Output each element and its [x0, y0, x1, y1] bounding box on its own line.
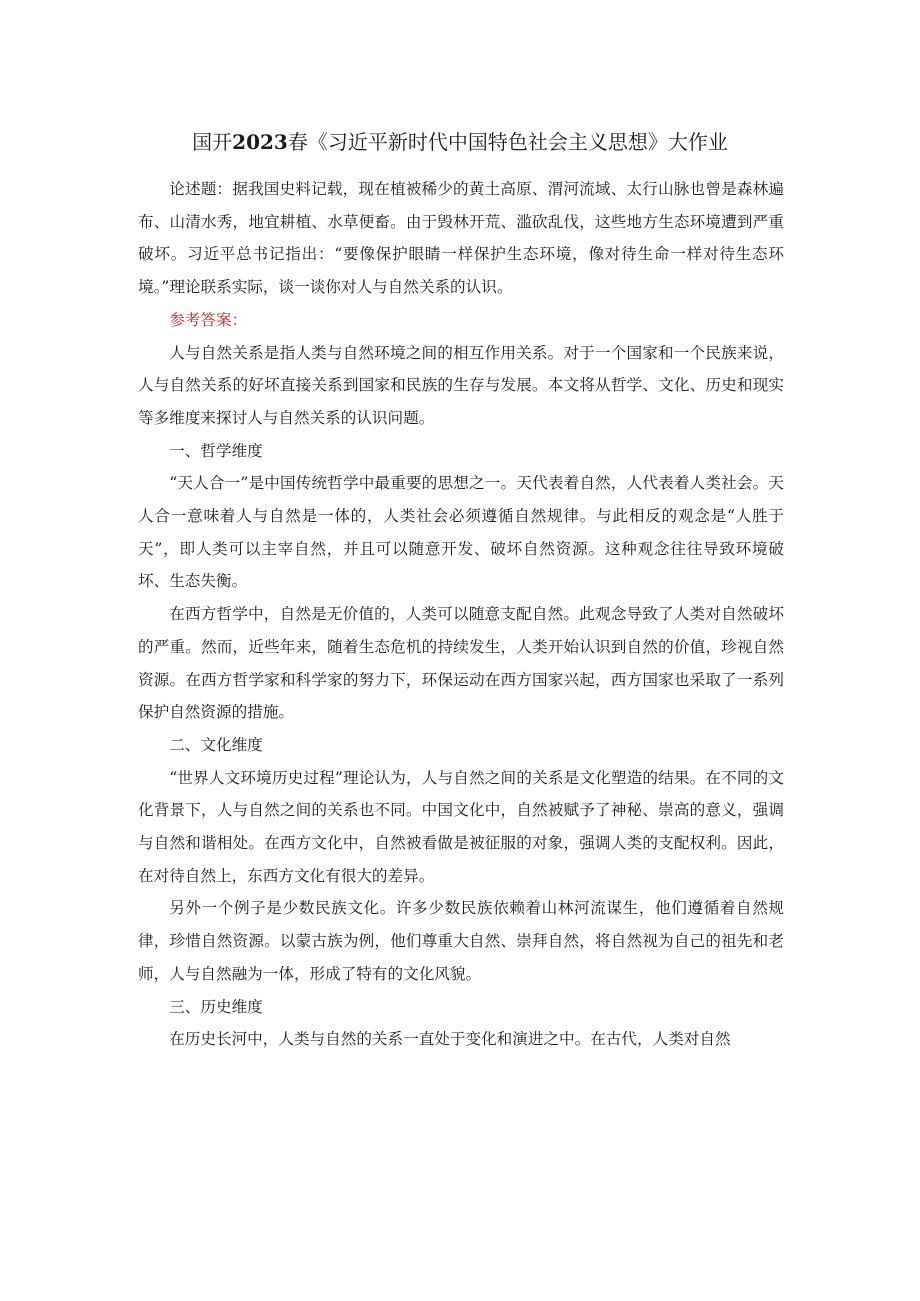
philosophy-paragraph-1: “天人合一”是中国传统哲学中最重要的思想之一。天代表着自然，人代表着人类社会。天人合一意味着人与自然是一体的，人类社会必须遵循自然规律。与此相反的观念是“人胜于天”，即人类可以主宰自然，并且可以随意开发、破坏自然资源。这种观念往往导致环境破坏、生态失衡。	[138, 474, 784, 591]
document-title	[0, 128, 920, 156]
culture-paragraph-1: “世界人文环境历史过程”理论认为，人与自然之间的关系是文化塑造的结果。在不同的文化背景下，人与自然之间的关系也不同。中国文化中，自然被赋予了神秘、崇高的意义，强调与自然和谐相处。在西方文化中，自然被看做是被征服的对象，强调人类的支配权利。因此，在对待自然上，东西方文化有很大的差异。	[138, 768, 784, 885]
title-year: 2023	[232, 130, 288, 154]
philosophy-paragraph-2: 在西方哲学中，自然是无价值的，人类可以随意支配自然。此观念导致了人类对自然破坏的严重。然而，近些年来，随着生态危机的持续发生，人类开始认识到自然的价值，珍视自然资源。在西方哲学家和科学家的努力下，环保运动在西方国家兴起，西方国家也采取了一系列保护自然资源的措施。	[138, 605, 784, 722]
reference-answer-label: 参考答案：	[169, 310, 248, 329]
document-body	[138, 173, 784, 1056]
history-paragraph-1: 在历史长河中，人类与自然的关系一直处于变化和演进之中。在古代，人类对自然	[169, 1030, 731, 1049]
section-heading-culture: 二、文化维度	[169, 735, 263, 754]
culture-paragraph-2: 另外一个例子是少数民族文化。许多少数民族依赖着山林河流谋生，他们遵循着自然规律，珍惜自然资源。以蒙古族为例，他们尊重大自然、崇拜自然，将自然视为自己的祖先和老师，人与自然融为一体，形成了特有的文化风貌。	[138, 899, 784, 983]
section-heading-philosophy: 一、哲学维度	[169, 441, 263, 460]
question-paragraph: 论述题：据我国史料记载，现在植被稀少的黄土高原、渭河流域、太行山脉也曾是森林遍布、山清水秀，地宜耕植、水草便畜。由于毁林开荒、滥砍乱伐，这些地方生态环境遭到严重破坏。习近平总书记指出：“要像保护眼睛一样保护生态环境，像对待生命一样对待生态环境。”理论联系实际，谈一谈你对人与自然关系的认识。	[138, 180, 784, 297]
title-prefix: 国开	[192, 130, 233, 154]
section-heading-history: 三、历史维度	[169, 997, 263, 1016]
intro-paragraph: 人与自然关系是指人类与自然环境之间的相互作用关系。对于一个国家和一个民族来说，人与自然关系的好坏直接关系到国家和民族的生存与发展。本文将从哲学、文化、历史和现实等多维度来探讨人与自然关系的认识问题。	[138, 343, 784, 427]
title-suffix: 春《习近平新时代中国特色社会主义思想》大作业	[287, 130, 728, 154]
